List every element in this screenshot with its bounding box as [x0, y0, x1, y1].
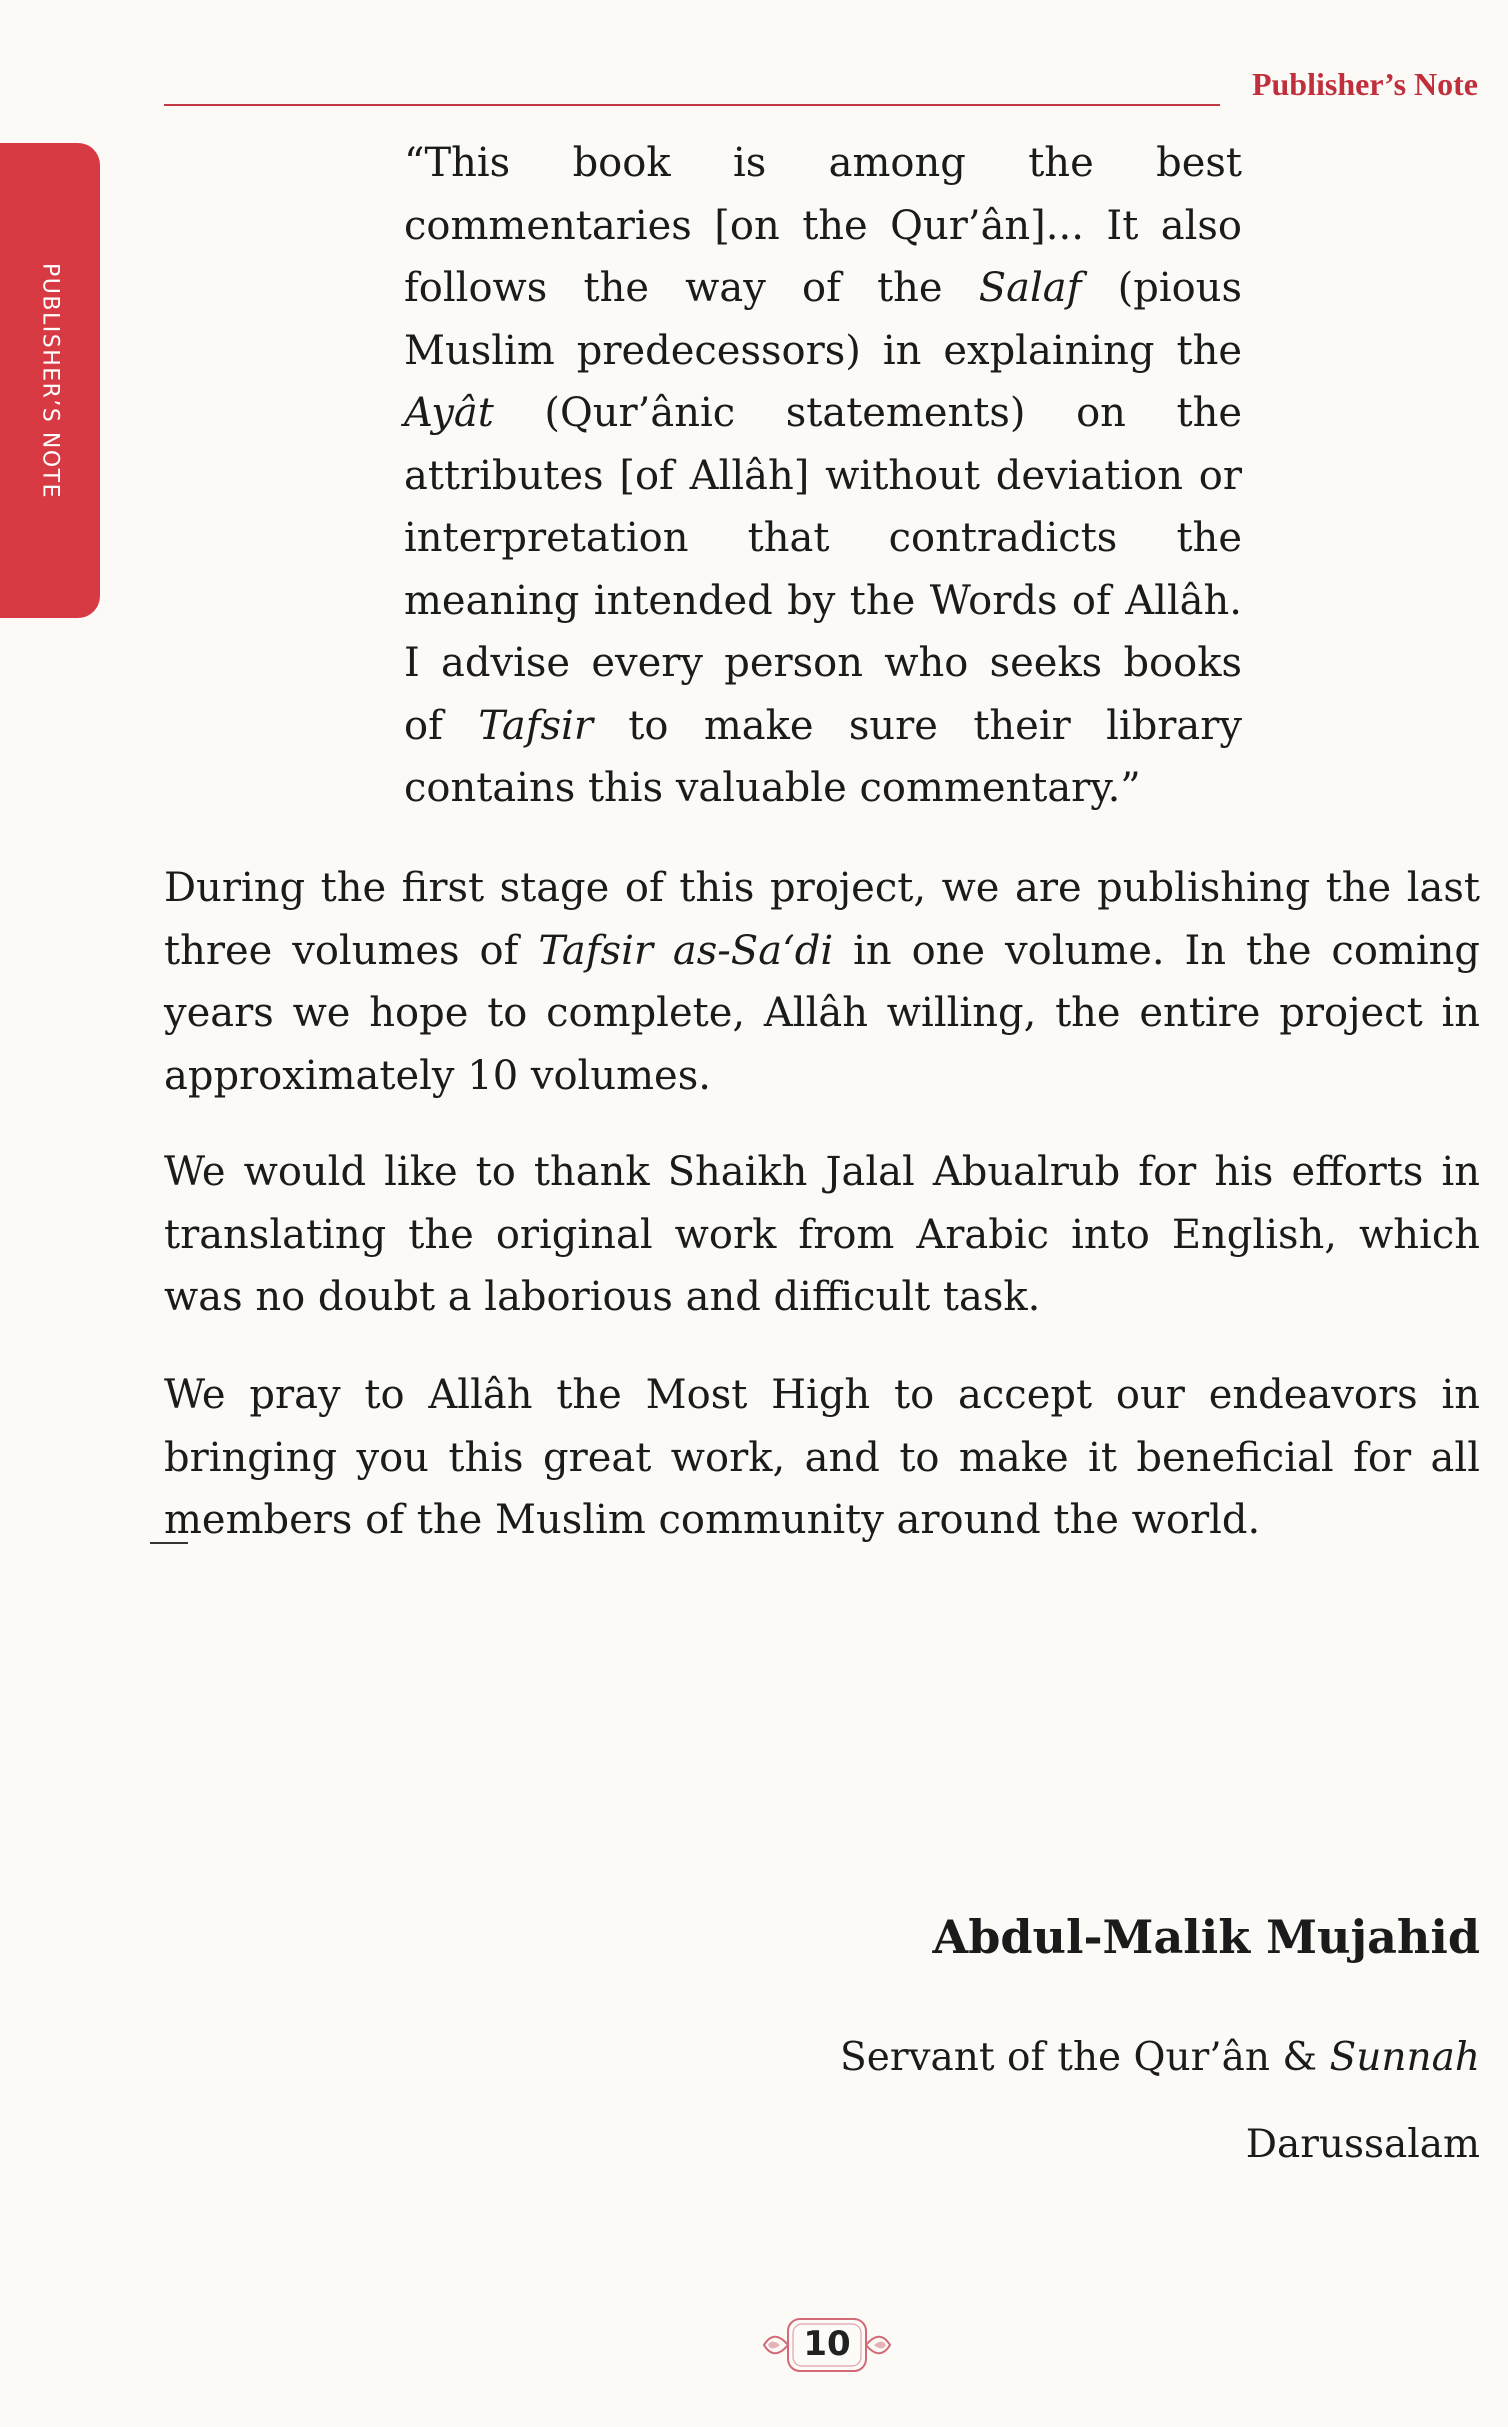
quote-text: (pious Muslim predecessors) in explaining the: [404, 265, 1242, 374]
book-title-italic: Tafsir as-Sa‘di: [538, 927, 834, 974]
quote-text: to make sure their library contains this valuable commentary.”: [404, 702, 1242, 811]
quote-text: “This book is among the best commentaries [on the Qur’ân]... It also follows the way of the: [404, 140, 1242, 311]
signature-title-text: Servant of the Qur’ân &: [840, 2035, 1330, 2080]
page-number: 10: [803, 2324, 851, 2364]
quote-block: [404, 132, 1242, 820]
margin-dash: [150, 1542, 188, 1544]
paragraph-text: During the first stage of this project, we are publishing the last three volumes of: [164, 865, 1480, 974]
signature-organization: Darussalam: [1245, 2122, 1480, 2167]
quote-italic-tafsir: Tafsir: [478, 702, 593, 749]
quote-italic-ayat: Ayât: [404, 390, 494, 436]
signature-name: Abdul-Malik Mujahid: [932, 1910, 1480, 1964]
paragraph-text: in one volume. In the coming years we hope to complete, Allâh willing, the entire project in approximately 10 volumes.: [164, 927, 1480, 1099]
quote-text: (Qur’ânic statements) on the attributes [of Allâh] without deviation or interpretation that contradicts the meaning intended by the Words of Allâh. I advise every person who seeks books of: [404, 390, 1242, 749]
signature-title: [840, 2035, 1480, 2080]
running-head: Publisher’s Note: [1251, 66, 1478, 102]
header-rule: [164, 104, 1220, 106]
side-tab-label: PUBLISHER’S NOTE: [37, 263, 63, 499]
paragraph-thanks: We would like to thank Shaikh Jalal Abualrub for his efforts in translating the original work from Arabic into English, which was no doubt a laborious and difficult task.: [164, 1149, 1480, 1320]
quote-italic-salaf: Salaf: [978, 265, 1082, 311]
paragraph-prayer: We pray to Allâh the Most High to accept our endeavors in bringing you this great work, and to make it beneficial for all members of the Muslim community around the world.: [164, 1372, 1480, 1543]
side-tab: [0, 143, 100, 618]
signature-title-italic: Sunnah: [1329, 2035, 1480, 2080]
paragraph-first-stage: [164, 857, 1480, 1107]
